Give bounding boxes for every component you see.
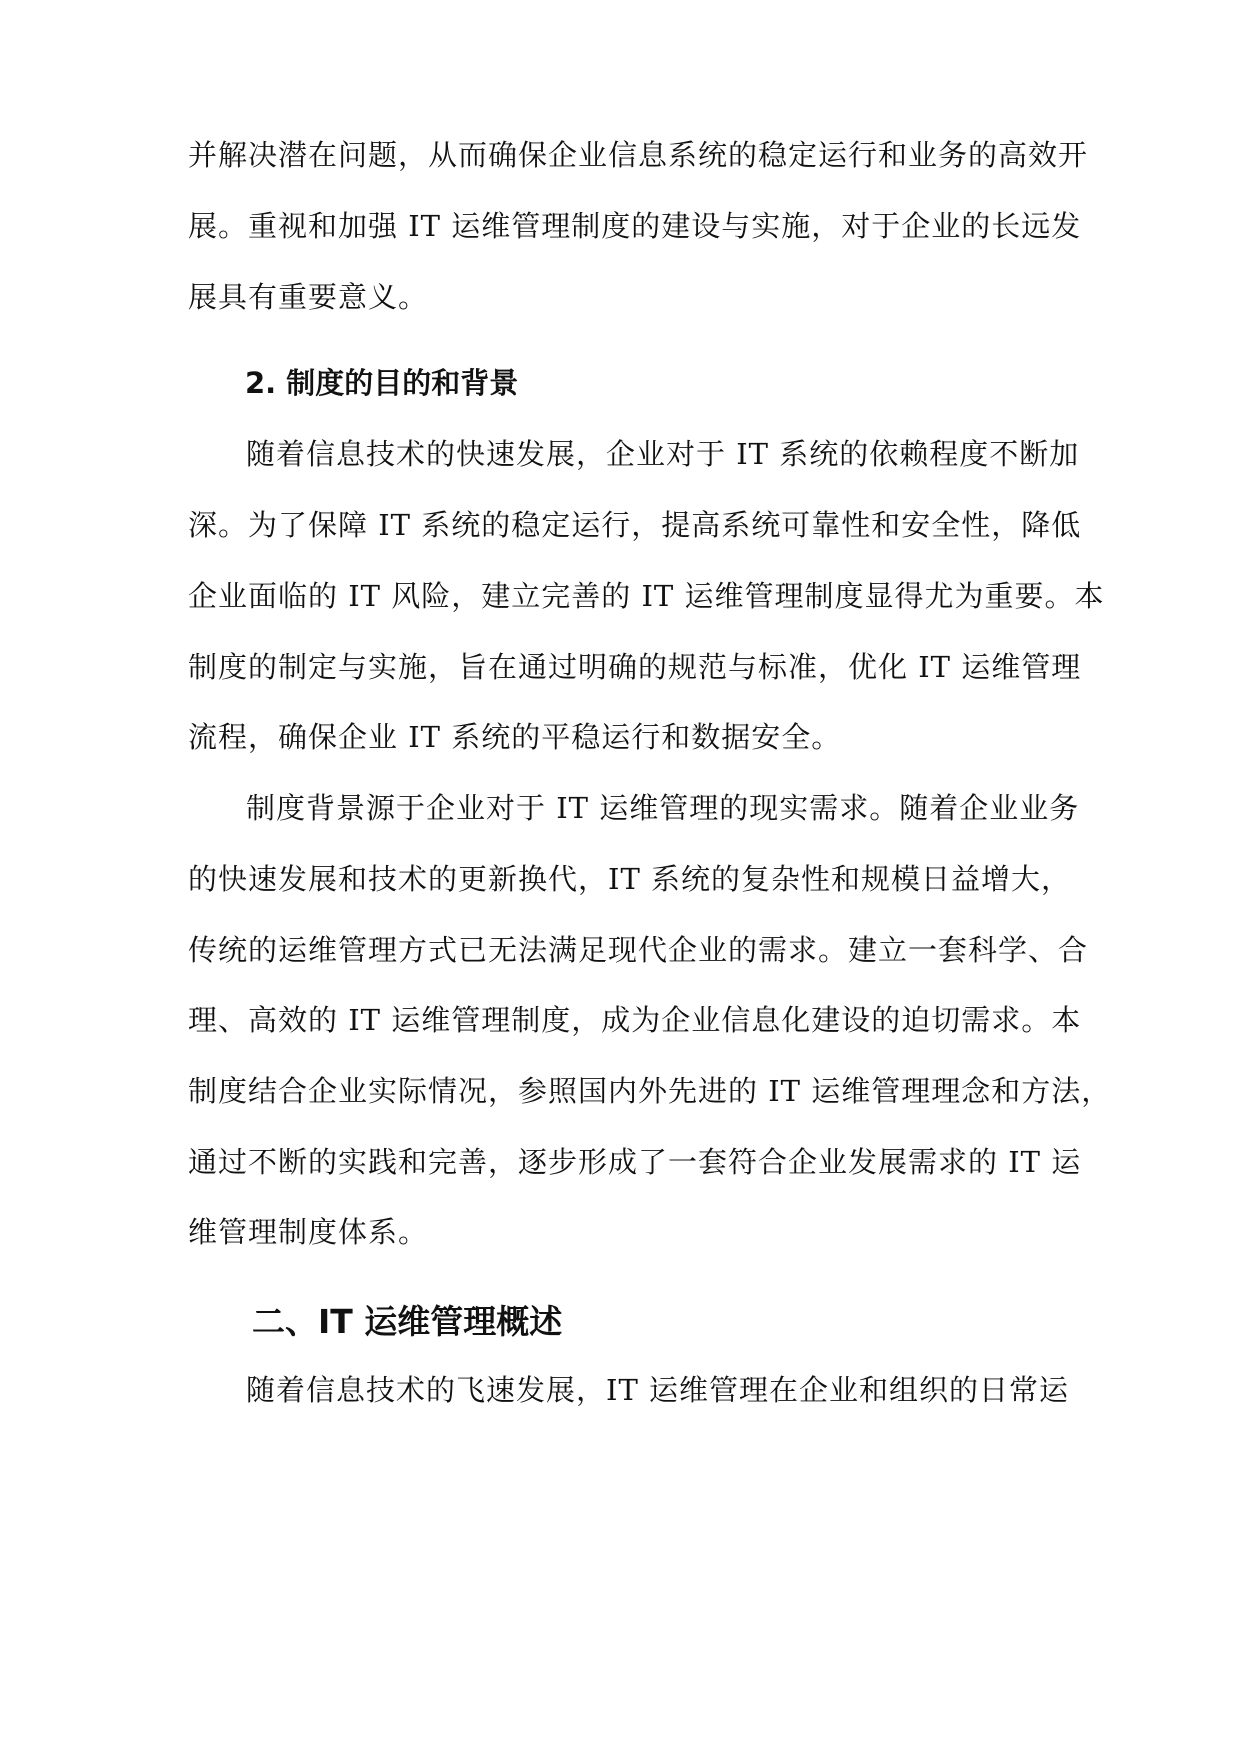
paragraph-line: 制度背景源于企业对于 IT 运维管理的现实需求。随着企业业务 xyxy=(246,791,1080,825)
chapter-heading: 二、IT 运维管理概述 xyxy=(252,1302,563,1341)
paragraph-line: 随着信息技术的飞速发展，IT 运维管理在企业和组织的日常运 xyxy=(246,1373,1070,1407)
paragraph-line: 维管理制度体系。 xyxy=(188,1215,429,1249)
paragraph-line: 流程，确保企业 IT 系统的平稳运行和数据安全。 xyxy=(188,720,842,754)
paragraph-line: 的快速发展和技术的更新换代，IT 系统的复杂性和规模日益增大， xyxy=(188,862,1072,896)
paragraph-line: 展具有重要意义。 xyxy=(188,280,429,314)
paragraph-line: 企业面临的 IT 风险，建立完善的 IT 运维管理制度显得尤为重要。本 xyxy=(188,579,1105,613)
paragraph-line: 理、高效的 IT 运维管理制度，成为企业信息化建设的迫切需求。本 xyxy=(188,1003,1082,1037)
paragraph-line: 深。为了保障 IT 系统的稳定运行，提高系统可靠性和安全性，降低 xyxy=(188,508,1082,542)
paragraph-line: 随着信息技术的快速发展，企业对于 IT 系统的依赖程度不断加 xyxy=(246,437,1080,471)
paragraph-line: 并解决潜在问题，从而确保企业信息系统的稳定运行和业务的高效开 xyxy=(188,138,1089,172)
paragraph-line: 通过不断的实践和完善，逐步形成了一套符合企业发展需求的 IT 运 xyxy=(188,1145,1082,1179)
paragraph-line: 制度的制定与实施，旨在通过明确的规范与标准，优化 IT 运维管理 xyxy=(188,650,1082,684)
paragraph-line: 展。重视和加强 IT 运维管理制度的建设与实施，对于企业的长远发 xyxy=(188,209,1082,243)
paragraph-line: 制度结合企业实际情况，参照国内外先进的 IT 运维管理理念和方法， xyxy=(188,1074,1112,1108)
section-heading: 2. 制度的目的和背景 xyxy=(245,366,519,400)
paragraph-line: 传统的运维管理方式已无法满足现代企业的需求。建立一套科学、合 xyxy=(188,933,1089,967)
